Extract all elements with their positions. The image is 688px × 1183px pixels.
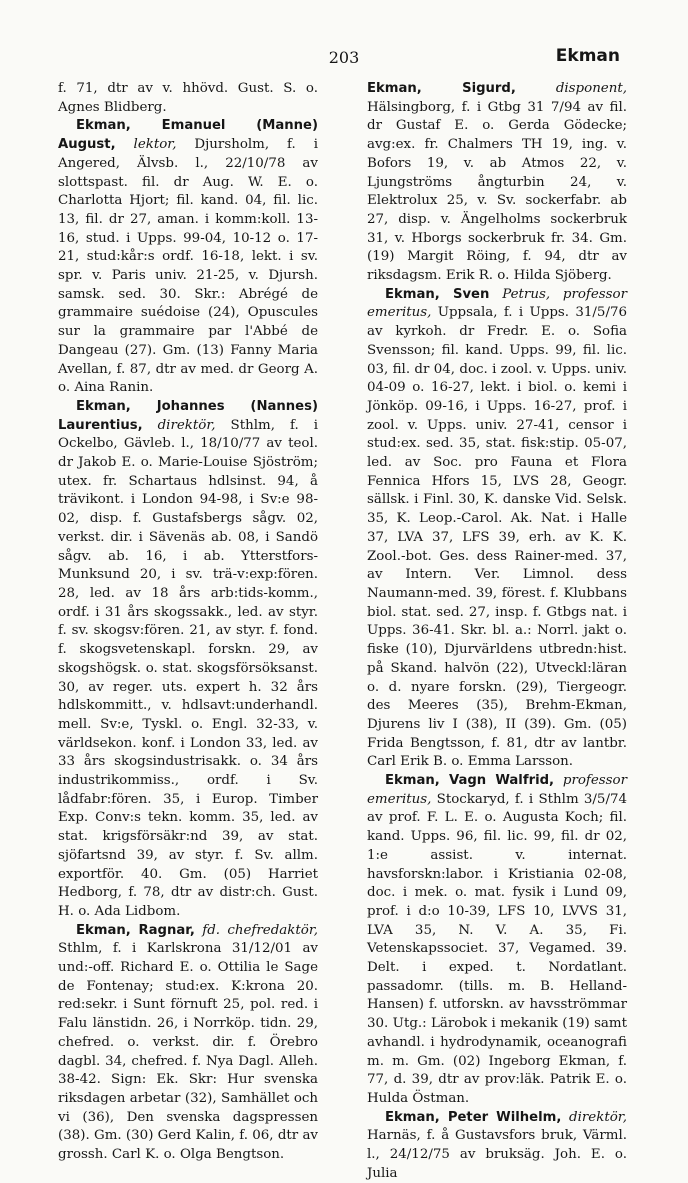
- entry-text: Sthlm, f. i Karlskrona 31/12/01 av und:-off. Richard E. o. Ottilia le Sage de Fontenay; stud:ex. K:krona 20. red:sekr. i Sunt förnuft 25, pol. red. i Falu länstidn. 26, i Norrköp. tidn. 29, chefred. o. verkst. dir. f. Örebro dagbl. 34, chefred. f. Nya Dagl. Alleh. 38-42. Sign: Ek. Skr: Hur svenska riksdagen arbetar (32), Samhället och vi (36), Den svenska dagspressen (38). Gm. (30) Gerd Kalin, f. 06, dtr av grossh. Carl K. o. Olga Bengtson.: [58, 941, 318, 1163]
- entry: [58, 117, 318, 398]
- entry-head: Ekman, Sven: [385, 286, 490, 302]
- entry-role: direktör,: [157, 417, 216, 433]
- entry: [58, 80, 318, 117]
- entry: [367, 80, 627, 286]
- entry-role: Petrus, professor emeritus,: [367, 286, 627, 321]
- entry-text: Uppsala, f. i Upps. 31/5/76 av kyrkoh. dr Fredr. E. o. Sofia Svensson; fil. kand. Upps. 99, fil. lic. 03, fil. dr 04, doc. i zool. v. Upps. univ. 04-09 o. 16-27, lekt. i biol. o. kemi i Jönköp. 09-16, i Upps. 16-27, prof. i zool. v. Upps. univ. 27-41, censor i stud:ex. sed. 35, stat. fisk:stip. 05-07, led. av Soc. pro Fauna et Flora Fennica Hfors 15, LVS 28, Geogr. sällsk. i Finl. 30, K. danske Vid. Selsk. 35, K. Leop.-Carol. Ak. Nat. i Halle 37, LVA 37, LFS 39, erh. av K. K. Zool.-bot. Ges. dess Rainer-med. 37, av Intern. Ver. Limnol. dess Naumann-med. 39, förest. f. Klubbans biol. stat. sed. 27, insp. f. Gtbgs nat. i Upps. 36-41. Skr. bl. a.: Norrl. jakt o. fiske (10), Djurvärldens utbredn:hist. på Skand. halvön (22), Utveckl:läran o. d. nyare forskn. (29), Tiergeogr. des Meeres (35), Brehm-Ekman, Djurens liv I (38), II (39). Gm. (05) Frida Bengtsson, f. 81, dtr av lantbr. Carl Erik B. o. Emma Larsson.: [367, 305, 627, 770]
- entry-text: Sthlm, f. i Ockelbo, Gävleb. l., 18/10/77 av teol. dr Jakob E. o. Marie-Louise Sjöström; utex. fr. Schartaus hdlsinst. 94, å trävikont. i London 94-98, i Sv:e 98-02, disp. f. Gustafsbergs sågv. 02, verkst. dir. i Sävenäs ab. 08, i Sandö sågv. ab. 16, i ab. Ytterstfors-Munksund 20, i sv. trä-v:exp:fören. 28, led. av 18 års arb:tids-komm., ordf. i 31 års skogssakk., led. av styr. f. sv. skogsv:fören. 21, av styr. f. fond. f. skogsvetenskapl. forskn. 29, av skogshögsk. o. stat. skogsförsöksanst. 30, av reger. uts. expert h. 32 års hdlskommitt., v. hdlsavt:underhandl. mell. Sv:e, Tyskl. o. Engl. 32-33, v. världsekon. konf. i London 33, led. av 33 års skogsindustrisakk. o. 34 års industrikommiss., ordf. i Sv. lådfabr:fören. 35, i Europ. Timber Exp. Conv:s tekn. komm. 35, led. av stat. krigsförsäkr:nd 39, av stat. sjöfartsnd 39, av styr. f. Sv. allm. exportför. 40. Gm. (05) Harriet Hedborg, f. 78, dtr av distr:ch. Gust. H. o. Ada Lidbom.: [58, 417, 318, 919]
- entry-role: direktör,: [569, 1109, 627, 1125]
- entry-role: lektor,: [133, 137, 177, 153]
- entry: [367, 286, 627, 772]
- left-column: [58, 80, 318, 1165]
- entry-role: fd. chefredaktör,: [202, 922, 319, 938]
- entry-head: Ekman, Peter Wilhelm,: [385, 1109, 562, 1125]
- entry-head: Ekman, Ragnar,: [76, 922, 195, 938]
- entry-text: Stockaryd, f. i Sthlm 3/5/74 av prof. F. L. E. o. Augusta Koch; fil. kand. Upps. 96, fil. lic. 99, fil. dr 02, 1:e assist. v. internat. havsforskn:labor. i Kristiania 02-08, doc. i mek. o. mat. fysik i Lund 09, prof. i d:o 10-39, LFS 10, LVVS 31, LVA 35, N. V. A. 35, Fi. Vetenskapssociet. 37, Vegamed. 39. Delt. i exped. t. Nordatlant. passadomr. (tills. m. B. Helland-Hansen) f. utforskn. av havsströmmar 30. Utg.: Lärobok i mekanik (19) samt avhandl. i hydrodynamik, oceanografi m. m. Gm. (02) Ingeborg Ekman, f. 77, d. 39, dtr av prov:läk. Patrik E. o. Hulda Östman.: [367, 791, 628, 1106]
- entry: [58, 398, 318, 922]
- entry-head: Ekman, Vagn Walfrid,: [385, 773, 555, 789]
- entry: [367, 1109, 627, 1183]
- entry-head: Ekman, Johannes (Nannes) Laurentius,: [58, 398, 318, 433]
- entry-text: f. 71, dtr av v. hhövd. Gust. S. o. Agnes Blidberg.: [58, 81, 318, 115]
- entry-text: Djursholm, f. i Angered, Älvsb. l., 22/10/78 av slottspast. fil. dr Aug. W. E. o. Charlotta Hjort; fil. kand. 04, fil. lic. 13, fil. dr 27, aman. i komm:koll. 13-16, stud. i Upps. 99-04, 10-12 o. 17-21, stud:kår:s ordf. 16-18, lekt. i sv. spr. v. Paris univ. 21-25, v. Djursh. samsk. sed. 30. Skr.: Abrégé de grammaire suédoise (24), Opuscules sur la grammaire par l'Abbé de Dangeau (27). Gm. (13) Fanny Maria Avellan, f. 87, dtr av med. dr Georg A. o. Aina Ranin.: [58, 137, 318, 396]
- entry-text: Hälsingborg, f. i Gtbg 31 7/94 av fil. dr Gustaf E. o. Gerda Gödecke; avg:ex. fr. Chalmers TH 19, ing. v. Bofors 19, v. ab Atmos 22, v. Ljungströms ångturbin 24, v. Elektrolux 25, v. Sv. sockerfabr. ab 27, disp. v. Ängelholms sockerbruk 31, v. Hborgs sockerbruk fr. 34. Gm. (19) Margit Röing, f. 94, dtr av riksdagsm. Erik R. o. Hilda Sjöberg.: [367, 99, 627, 284]
- entry: [367, 772, 627, 1109]
- entry-head: Ekman, Emanuel (Manne) August,: [58, 118, 318, 153]
- entry-text: Harnäs, f. å Gustavsfors bruk, Värml. l., 24/12/75 av bruksäg. Joh. E. o. Julia: [367, 1128, 627, 1181]
- entry: [58, 922, 318, 1165]
- entry-role: professor emeritus,: [367, 773, 627, 807]
- entry-role: disponent,: [555, 81, 627, 96]
- running-head: Ekman: [555, 46, 620, 66]
- page-number: 203: [328, 48, 360, 67]
- entry-head: Ekman, Sigurd,: [367, 81, 516, 96]
- right-column: [367, 80, 627, 1183]
